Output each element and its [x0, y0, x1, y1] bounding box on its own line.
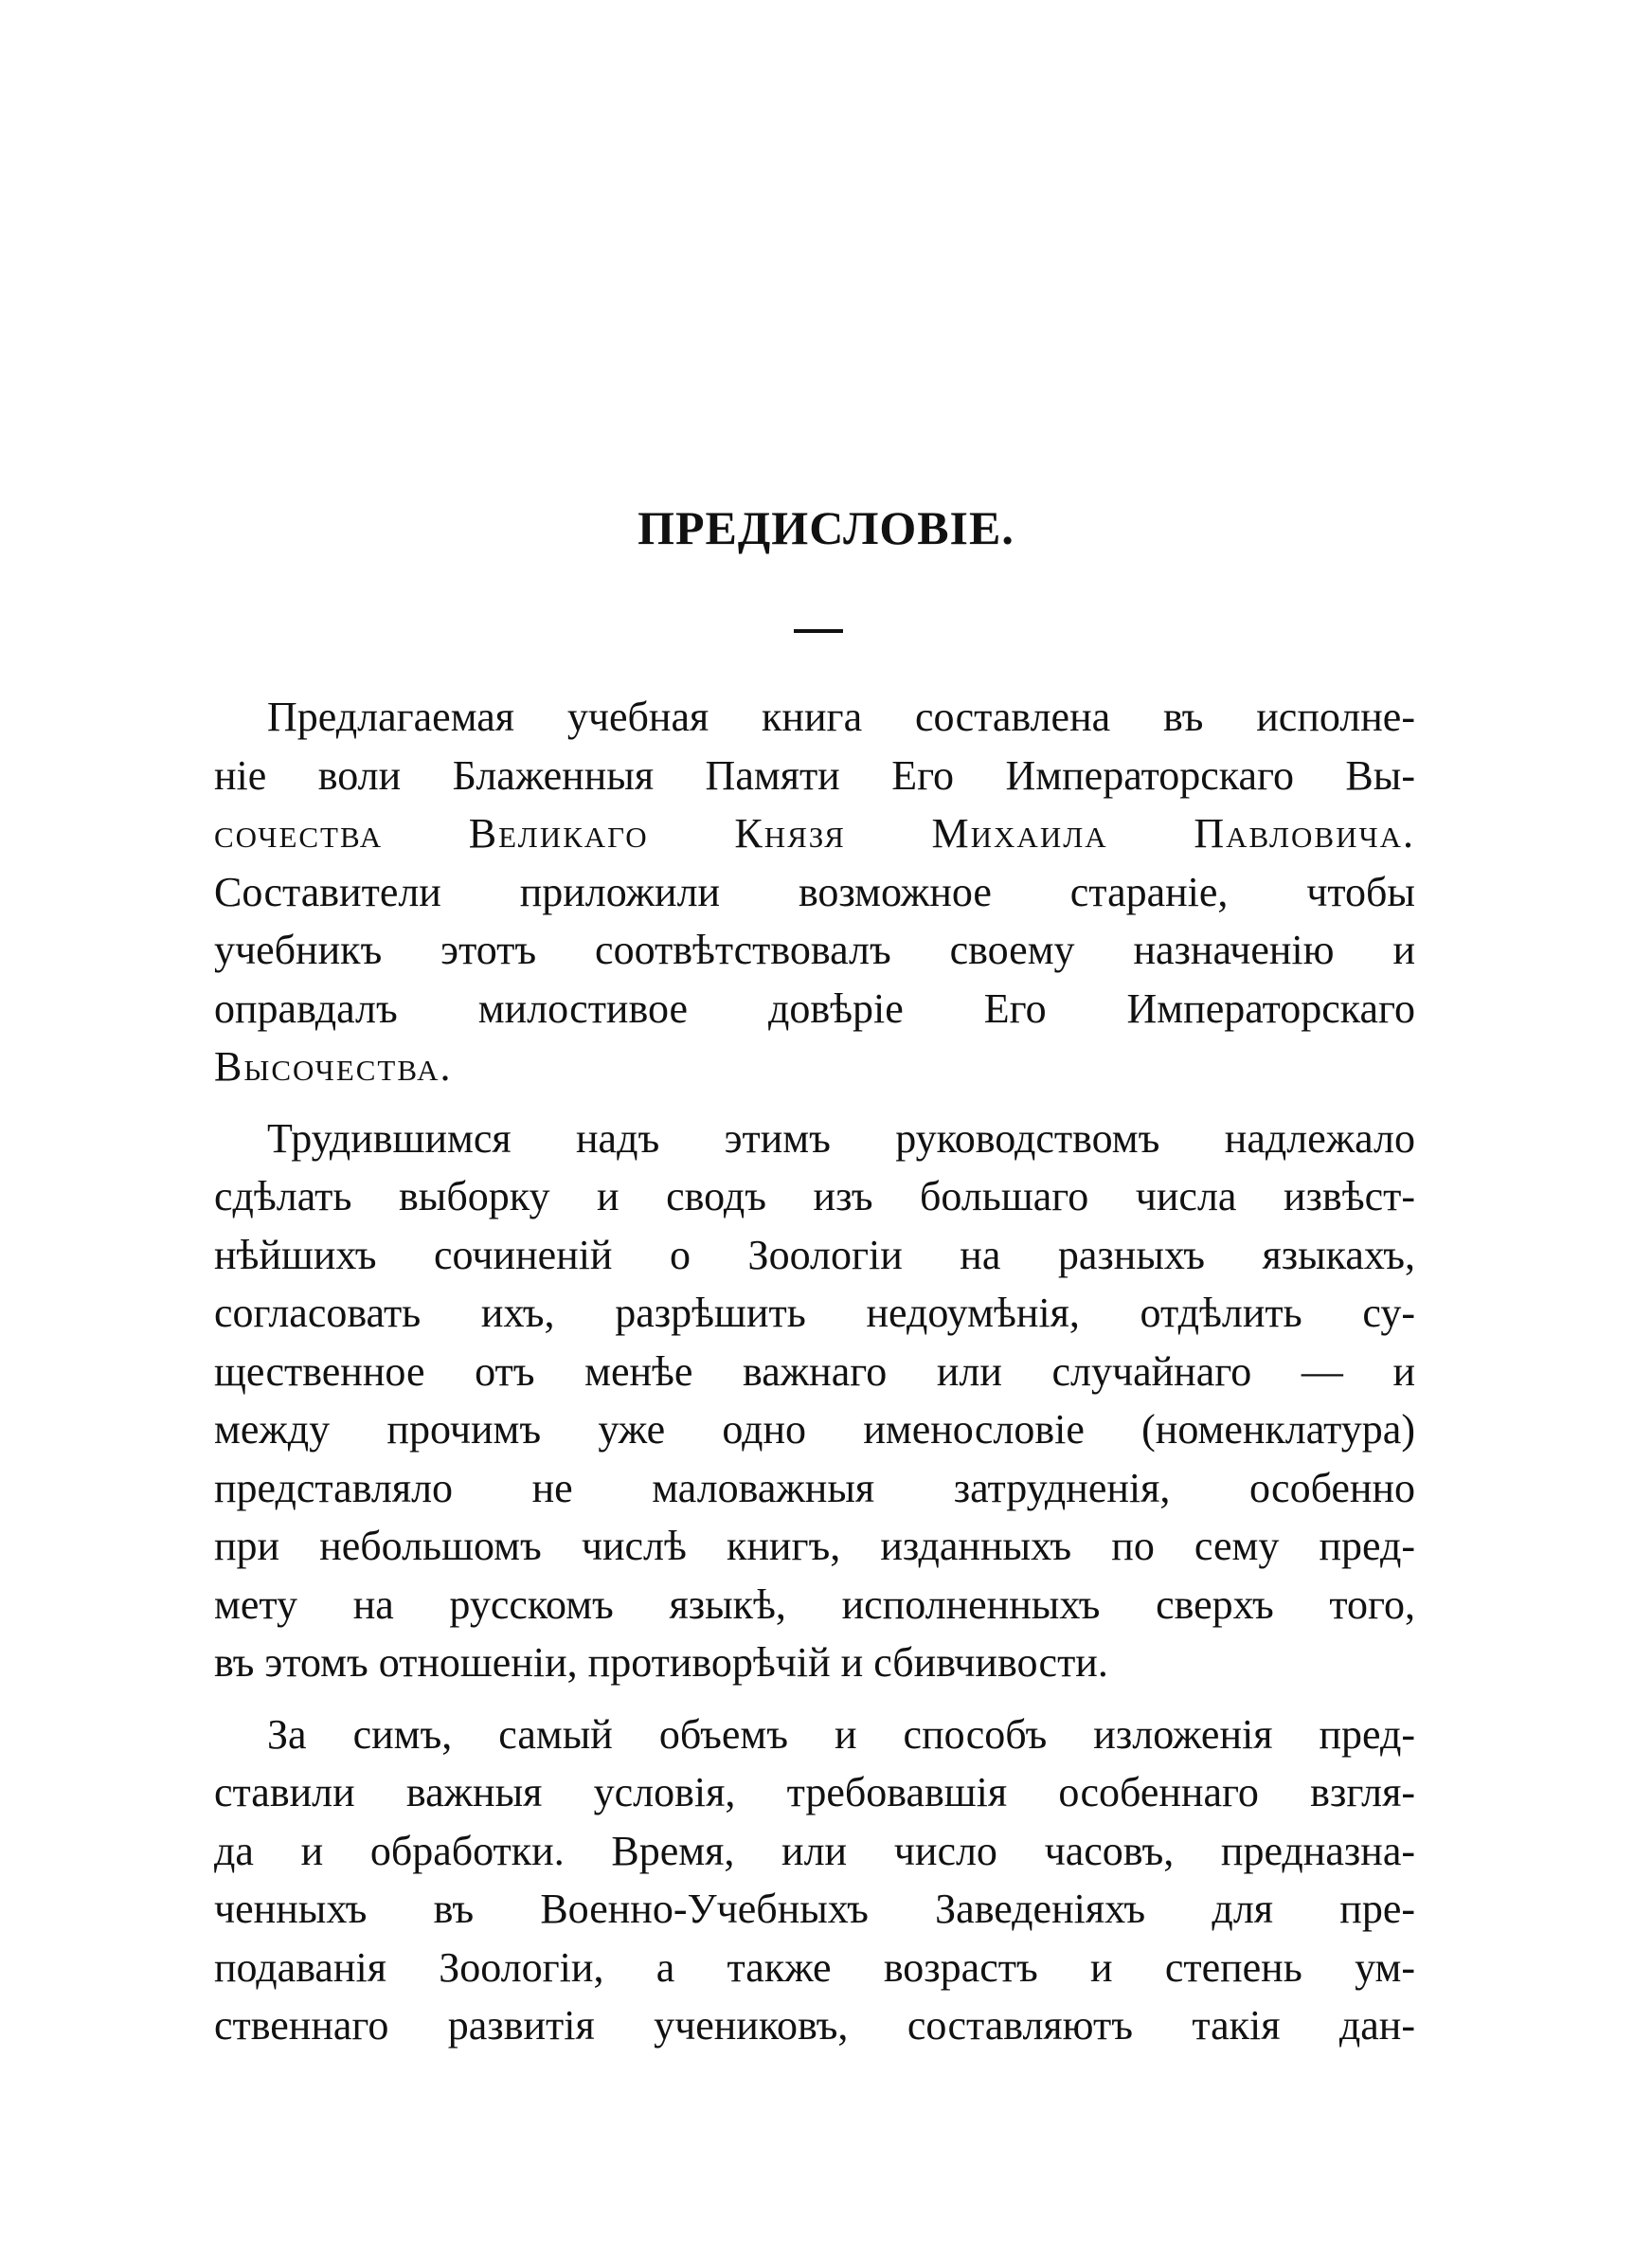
- text-line: Составители приложили возможное стараніе, чтобы: [214, 868, 1415, 915]
- text-line: представляло не маловажныя затрудненія, особенно: [214, 1464, 1415, 1511]
- text-line: въ этомъ отношеніи, противорѣчій и сбивчивости.: [214, 1639, 1108, 1686]
- text-line: сдѣлать выборку и сводъ изъ большаго числа извѣст-: [214, 1173, 1415, 1219]
- text-line: между прочимъ уже одно именословіе (номенклатура): [214, 1406, 1415, 1453]
- text-line: согласовать ихъ, разрѣшить недоумѣнія, отдѣлить су-: [214, 1290, 1415, 1336]
- text-line: Трудившимся надъ этимъ руководствомъ надлежало: [267, 1114, 1415, 1162]
- text-line: За симъ, самый объемъ и способъ изложенія пред-: [267, 1710, 1415, 1758]
- text-line: сочества Великаго Князя Михаила Павловича.: [214, 810, 1415, 857]
- text-line: ственнаго развитія учениковъ, составляютъ такія дан-: [214, 2002, 1415, 2049]
- paragraph-gap: [214, 1692, 1415, 1706]
- page-title: ПРЕДИСЛОВІЕ.: [637, 501, 1015, 554]
- text-line: ніе воли Блаженныя Памяти Его Императорскаго Вы-: [214, 751, 1415, 799]
- title-divider: [794, 629, 843, 633]
- text-line: Высочества.: [214, 1043, 453, 1090]
- text-line: мету на русскомъ языкѣ, исполненныхъ сверхъ того,: [214, 1580, 1415, 1628]
- text-line: Предлагаемая учебная книга составлена въ исполне-: [267, 694, 1415, 740]
- text-line: оправдалъ милостивое довѣріе Его Императорскаго: [214, 984, 1415, 1032]
- text-line: ставили важныя условія, требовавшія особеннаго взгля-: [214, 1769, 1415, 1815]
- text-line: нѣйшихъ сочиненій о Зоологіи на разныхъ языкахъ,: [214, 1231, 1415, 1278]
- text-line: подаванія Зоологіи, а также возрастъ и степень ум-: [214, 1943, 1415, 1991]
- text-line: щественное отъ менѣе важнаго или случайнаго — и: [214, 1347, 1415, 1395]
- preface-body: [214, 688, 1415, 2055]
- text-line: при небольшомъ числѣ книгъ, изданныхъ по сему пред-: [214, 1523, 1415, 1569]
- paragraph-gap: [214, 1096, 1415, 1110]
- text-line: да и обработки. Время, или число часовъ, предназна-: [214, 1827, 1415, 1874]
- text-line: учебникъ этотъ соотвѣтствовалъ своему назначенію и: [214, 927, 1415, 973]
- text-line: ченныхъ въ Военно-Учебныхъ Заведеніяхъ для пре-: [214, 1886, 1415, 1932]
